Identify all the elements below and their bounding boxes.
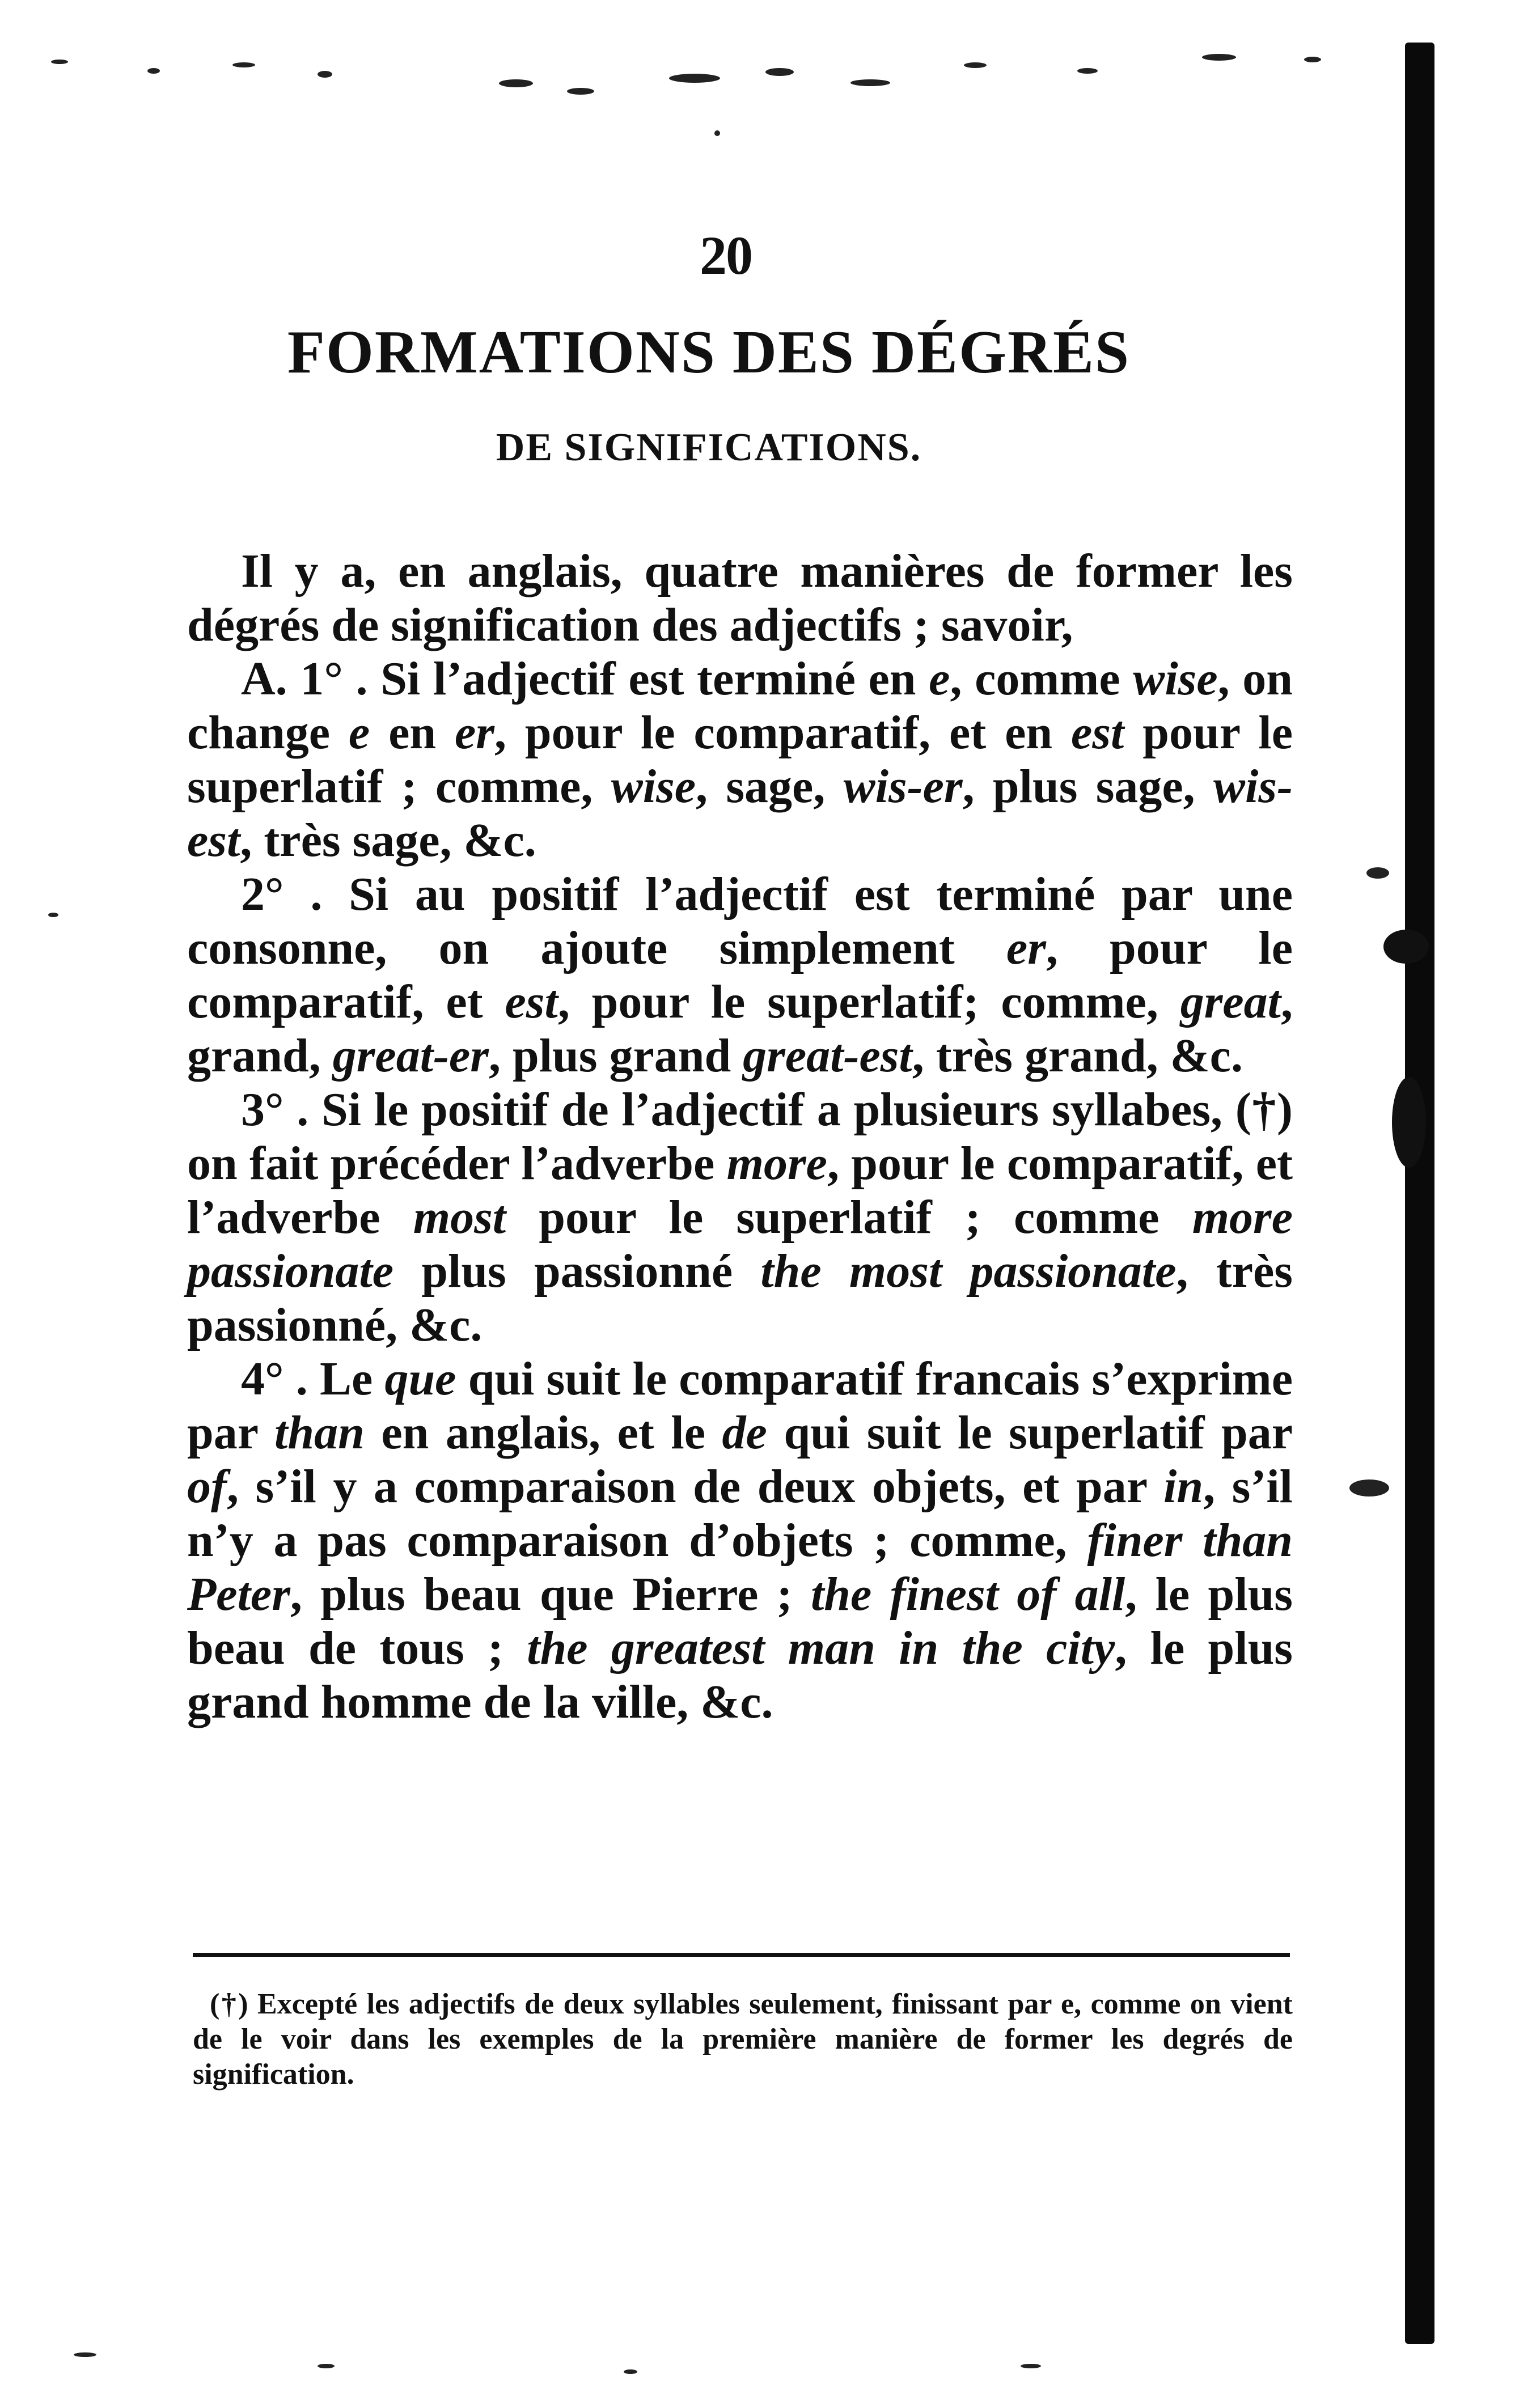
text-run: 2° . Si au positif l’adjectif est terminé par une consonne, on ajoute simplement [187,868,1293,974]
italic-term: in [1163,1460,1204,1513]
text-run: en [370,706,455,759]
print-speckle [51,60,68,64]
intro-paragraph [187,544,1293,652]
print-speckle [850,79,890,86]
italic-term: finer than Peter [187,1514,1293,1621]
italic-term: est [1071,706,1124,759]
text-run: , plus sage, [962,760,1213,813]
text-run: , pour le comparatif, et l’adverbe [187,1137,1293,1244]
print-speckle [714,130,720,136]
footnote-text: (†) Excepté les adjectifs de deux syllables seulement, finissant par e, comme on vient de le voir dans les exemples de la première manière de former les degrés de signification. [193,1988,1293,2091]
italic-term: est [505,976,558,1028]
italic-term: most [413,1191,506,1244]
text-run: , pour le superlatif; comme, [557,976,1180,1028]
text-run: , comme [950,652,1133,705]
footnote-divider [193,1953,1290,1957]
footnote [193,1987,1293,2092]
italic-term: than [274,1406,365,1459]
text-run: plus passionné [393,1245,761,1298]
text-run: , on change [187,652,1293,759]
print-speckle [147,68,160,74]
text-run: , très grand, &c. [912,1029,1243,1082]
print-speckle [669,74,720,83]
print-speckle [318,71,332,78]
binding-edge [1405,43,1434,2344]
text-run: , s’il y a comparaison de deux objets, et par [226,1460,1164,1513]
ink-blot [1392,1077,1426,1168]
page-number: 20 [700,225,752,286]
ink-blot [1383,930,1429,964]
main-text [187,544,1293,1729]
italic-term: que [384,1353,456,1405]
text-run: A. 1° . Si l’adjectif est terminé en [241,652,929,705]
text-run: , plus grand [488,1029,743,1082]
page-subtitle: DE SIGNIFICATIONS. [496,426,922,469]
print-speckle [1349,1479,1389,1496]
italic-term: the most passionate [760,1245,1177,1298]
text-run: , s’il n’y a pas comparaison d’objets ; comme, [187,1460,1293,1567]
print-speckle [1304,57,1321,62]
print-speckle [74,2352,96,2357]
italic-term: wise [1133,652,1218,705]
text-run: , très passionné, &c. [187,1245,1293,1351]
rule-4-paragraph [187,1352,1293,1729]
print-speckle [48,913,58,917]
text-run: pour le superlatif ; comme, [187,706,1293,813]
text-run: Il y a, en anglais, quatre manières de former les dégrés de signification des adjectifs ; savoir, [187,545,1293,651]
italic-term: wise [611,760,696,813]
italic-term: er [455,706,494,759]
italic-term: great-er [332,1029,489,1082]
text-run: , pour le comparatif, et en [494,706,1072,759]
italic-term: more passionate [187,1191,1293,1298]
print-speckle [1366,867,1389,879]
page-title: FORMATIONS DES DÉGRÉS [287,319,1131,386]
print-speckle [765,68,794,76]
print-speckle [964,62,987,68]
rule-1-paragraph [187,652,1293,867]
italic-term: wis-er [843,760,963,813]
text-run: 3° . Si le positif de l’adjectif a plusieurs syllabes, (†) on fait précéder l’adverbe [187,1083,1293,1190]
italic-term: more [726,1137,827,1190]
print-speckle [1202,54,1236,61]
text-run: , très sage, &c. [240,814,536,867]
italic-term: great [1180,976,1281,1028]
text-run: , plus beau que Pierre ; [290,1568,811,1621]
print-speckle [232,62,255,67]
print-speckle [318,2364,335,2368]
text-run: qui suit le comparatif francais s’exprime par [187,1353,1293,1459]
rule-3-paragraph [187,1083,1293,1352]
italic-term: e [929,652,950,705]
text-run: qui suit le superlatif par [767,1406,1293,1459]
text-run: , le plus grand homme de la ville, &c. [187,1622,1293,1728]
print-speckle [499,79,533,87]
text-run: , pour le comparatif, et [187,922,1293,1028]
text-run: , grand, [187,976,1293,1082]
text-run: , sage, [696,760,844,813]
italic-term: er [1006,922,1046,974]
italic-term: e [348,706,370,759]
italic-term: wis-est [187,760,1293,867]
italic-term: the greatest man in the city [527,1622,1115,1674]
text-run: en anglais, et le [364,1406,722,1459]
italic-term: great-est [743,1029,912,1082]
italic-term: de [722,1406,767,1459]
italic-term: of [187,1460,227,1513]
print-speckle [1021,2364,1041,2368]
text-run: , le plus beau de tous ; [187,1568,1293,1674]
text-run: pour le superlatif ; comme [506,1191,1192,1244]
text-run: 4° . Le [241,1353,385,1405]
print-speckle [624,2369,637,2374]
rule-2-paragraph [187,867,1293,1083]
print-speckle [1077,68,1098,74]
italic-term: the finest of all [810,1568,1125,1621]
print-speckle [567,88,594,95]
